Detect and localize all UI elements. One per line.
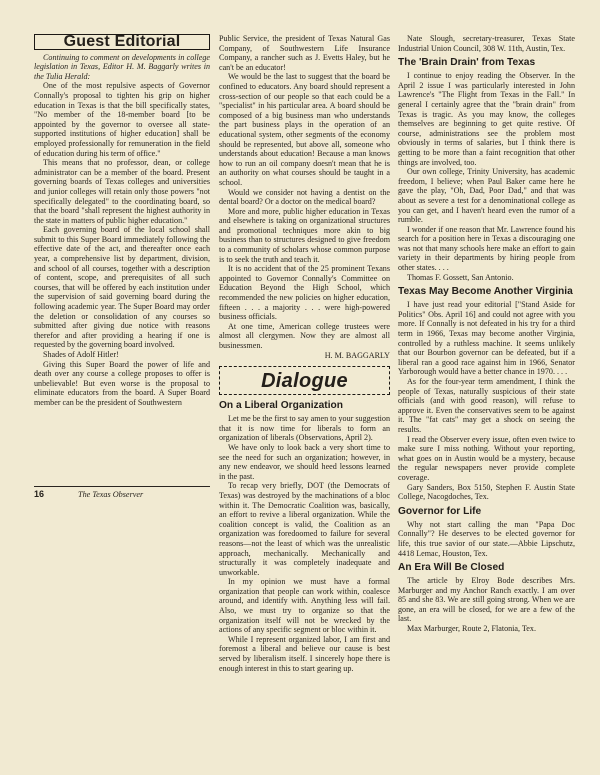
dialogue-section-header: [219, 366, 390, 395]
letter-paragraph: Why not start calling the man "Papa Doc Connally"? He deserves to be elected governor for life, this true savior of our state.—Abbie Lipschutz, 4418 Lemac, Houston, Tex.: [398, 519, 575, 558]
middle-column: [219, 34, 390, 746]
letter-signature: Max Marburger, Route 2, Flatonia, Tex.: [407, 624, 536, 634]
editorial-paragraph: It is no accident that of the 25 prominent Texans appointed to Governor Connally's Committee on Education Beyond the High School, which recommended the new policies on higher education, fifteen . . . a majority . . . were high-powered business officials.: [219, 264, 390, 322]
editorial-title: Guest Editorial: [34, 34, 210, 50]
editorial-paragraph: We would be the last to suggest that the board be confined to educators. Any board should represent a cross-section of our people so that each could be a "specialist" in his particular area. A board should be composed of a big business man who understands the part business plays in the operation of an educational system, other segments of the economy should be represented, but above all, someone who understands about education! Because a man knows how to run an oil company doesn't mean that he is an authority on what courses should be taught in a school.: [219, 72, 390, 187]
publication-name: The Texas Observer: [78, 490, 144, 499]
editorial-paragraph: Shades of Adolf Hitler!: [43, 350, 119, 359]
letter-paragraph: We have only to look back a very short time to see the need for such an organization; however, in any new endeavor, we should heed lessons learned in the past.: [219, 442, 390, 481]
editorial-paragraph: One of the most repulsive aspects of Governor Connally's proposal to tighten his grip on higher education in Texas is that the bill specifically states, "No member of the 18-member board [to be appointed by the governor to oversee all state-supported institutions of higher education] shall be employed professionally for remuneration in the field of education during his term of office.": [34, 81, 210, 158]
letter-signature: Gary Sanders, Box 5150, Stephen F. Austin State College, Nacogdoches, Tex.: [398, 482, 575, 502]
editorial-paragraph: Would we consider not having a dentist on the dental board? Or a doctor on the medical board?: [219, 187, 390, 207]
letter-paragraph: In my opinion we must have a formal organization that people can work within, coalesce around, and identify with. Anything less will fail. Also, we must try to organize so that the organization itself will not be wrecked by the actions of any specific segment or bloc within it.: [219, 577, 390, 635]
letter-paragraph: The article by Elroy Bode describes Mrs. Marburger and my Anchor Ranch exactly. I am over 85 and she 83. We are still going strong. When we are gone, an era will be closed, for we are a few of the last.: [398, 576, 575, 624]
right-column: [398, 34, 575, 746]
editorial-paragraph: Public Service, the president of Texas Natural Gas Company, of Southwestern Life Insurance Company, a rancher such as J. Evetts Haley, but he can't be an educator!: [219, 34, 390, 72]
letter-paragraph: Let me be the first to say amen to your suggestion that it is now time for liberals to form an organization of liberals (Observations, April 2).: [219, 414, 390, 443]
letter-paragraph: I read the Observer every issue, often even twice to make sure I miss nothing. Without your reporting, what goes on in Austin would be a mystery, because the regular newspapers never provide complete coverage.: [398, 434, 575, 482]
page-footer: [34, 486, 210, 499]
page-number: 16: [34, 489, 45, 499]
letter-signature: Thomas F. Gossett, San Antonio.: [407, 272, 514, 282]
editorial-signature: H. M. BAGGARLY: [324, 350, 390, 360]
editorial-intro: Continuing to comment on developments in college legislation in Texas, Editor H. M. Baggarly writes in the Tulia Herald:: [34, 52, 210, 81]
editorial-column: [34, 34, 210, 482]
letter-heading: Governor for Life: [398, 505, 482, 517]
editorial-paragraph: Each governing board of the local school shall submit to this Super Board immediately following the effective date of the act, and thereafter once each year, a comprehensive list by department, division, and school of all courses, together with a description of content, scope, and prerequisites of all such courses, that will be offered by each institution under the supervision of said governing board during the following academic year. The Super Board may order the deletion or consolidation of any courses so submitted after giving due notice with reasons therefor and after providing a hearing if one is requested by the governing board involved.: [34, 225, 210, 350]
letter-paragraph: As for the four-year term amendment, I think the people of Texas, naturally suspicious of their state officials (and with good reason), will refuse to approve it. Even the conservatives seem to be against it. The "fat cats" may get a shock on seeing the results.: [398, 377, 575, 434]
letter-paragraph: I wonder if one reason that Mr. Lawrence found his search for a position here in Texas a discouraging one was not that many schools here make an effort to gain variety in their departments by hiring people from other states. . . .: [398, 224, 575, 273]
letter-paragraph: While I represent organized labor, I am first and foremost a liberal and believe our cause is best served by liberalism itself. I sincerely hope there is enough interest in this to start gearing up.: [219, 634, 390, 673]
letter-signature: Nate Slough, secretary-treasurer, Texas State Industrial Union Council, 308 W. 11th, Austin, Tex.: [398, 34, 575, 53]
letter-heading: On a Liberal Organization: [219, 400, 343, 412]
letter-paragraph: Our own college, Trinity University, has academic freedom, I believe; when Paul Baker came here he gave the play, "Oh, Dad, Poor Dad," and that was about as severe a test for a denominational college as you can get, and I haven't heard even the rumor of a rumble.: [398, 167, 575, 225]
editorial-paragraph: At one time, American college trustees were almost all clergymen. Now they are almost all businessmen.: [219, 321, 390, 350]
editorial-paragraph: More and more, public higher education in Texas and elsewhere is taking on organizational structures and promotional techniques more akin to big business than to structures designed to give freedom to a community of scholars whose common purpose is to seek the truth and teach it.: [219, 206, 390, 264]
letter-heading: An Era Will Be Closed: [398, 562, 505, 574]
letter-paragraph: I have just read your editorial ["Stand Aside for Politics" Obs. April 16] and could not agree with you more. If Connally is not defeated in his try for a third term in 1966, Texas may become another Virginia, controlled by a ruthless machine. It seems unlikely that our Bourbon governor can be defeated, but if a liberal ran a good race against him in 1966, Senator Yarborough would have a better chance in 1970. . . .: [398, 300, 575, 377]
dialogue-title: Dialogue: [261, 370, 348, 393]
letter-heading: Texas May Become Another Virginia: [398, 286, 573, 298]
letter-heading: The 'Brain Drain' from Texas: [398, 57, 536, 69]
letter-paragraph: To recap very briefly, DOT (the Democrats of Texas) was destroyed by the machinations of a bloc within it. The Democratic Coalition was, basically, an effort to revive a liberal organization. While the coalition concept is valid, the Coalition as an organization was foredoomed to failure for several reasons—not the least of which was the unrealistic approach, mechanically. Mechanically and structurally it was completely inadequate and unworkable.: [219, 481, 390, 577]
editorial-paragraph: Giving this Super Board the power of life and death over any course a college proposes to offer is unbelievable! But even worse is the proposal to eliminate educators from the board. A Super Board member can be the president of Southwestern: [34, 359, 210, 407]
editorial-paragraph: This means that no professor, dean, or college administrator can be a member of the board. Present governing boards of Texas colleges and universities and junior colleges will retain only those powers "not specifically delegated" to the coordinating board, so that the board "shall represent the highest authority in the state in matters of public higher education.": [34, 158, 210, 225]
letter-paragraph: I continue to enjoy reading the Observer. In the April 2 issue I was particularly interested in John Lawrence's "The Flight from Texas in the Fall." In general I certainly agree that the "brain drain" from Texas is tragic. As you may know, the colleges themselves are beginning to get quite restive. Of course, administrations see the problem most obviously in terms of salaries, but I think there is getting to be more than a faint recognition that other things are involved, too.: [398, 71, 575, 167]
